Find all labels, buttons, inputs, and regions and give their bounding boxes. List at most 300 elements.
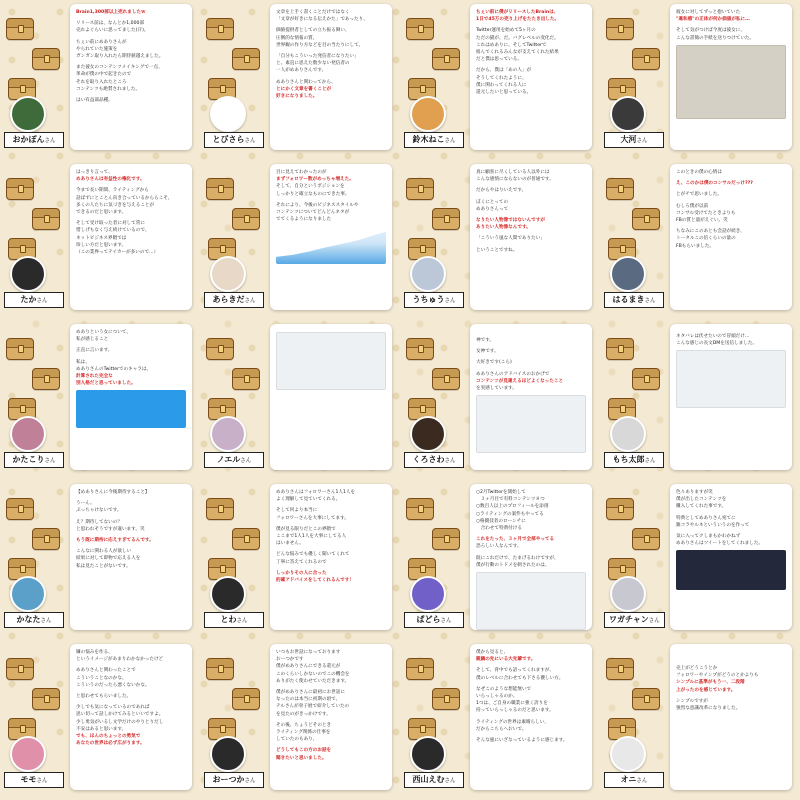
testimonial-line: 嫌の悩みを作る、: [76, 650, 113, 655]
testimonial-line: コンテンツが見違えるほどよくなったこと: [476, 378, 564, 384]
treasure-chest-icon: [632, 368, 660, 390]
testimonial-line: また彼女のコンテンツメイキングで一点、: [76, 65, 163, 71]
testimonial-line: 売上がどうこうとか: [676, 666, 718, 671]
honorific-suffix: さん: [444, 458, 456, 464]
testimonial-line: 不安はあると思います。: [76, 726, 127, 732]
treasure-chest-icon: [6, 658, 34, 680]
testimonial-line: 私が感じること: [76, 337, 109, 343]
author-name: たか: [20, 295, 37, 304]
embedded-screenshot: [676, 45, 786, 119]
author-name-tag: [4, 612, 64, 628]
avatar: [10, 256, 46, 292]
treasure-chest-icon: [432, 368, 460, 390]
treasure-chest-icon: [32, 48, 60, 70]
testimonial-line: 絡んでくれるみんなが支えてくれた結果: [476, 50, 559, 56]
treasure-chest-icon: [6, 18, 34, 40]
testimonial-line: だからこちらへおいで。: [476, 726, 527, 732]
author-name: 西山えむ: [412, 775, 445, 784]
testimonial-line: だから、僕は「あの人」が: [476, 68, 532, 74]
treasure-chest-icon: [632, 688, 660, 710]
testimonial-card: [270, 324, 392, 470]
honorific-suffix: さん: [44, 138, 56, 144]
testimonial-line: 僕がめありさんにできる還元が: [276, 664, 341, 670]
testimonial-line: と、素直に思えた数少ない発信者の: [276, 61, 350, 67]
testimonial-line: 目に見えてわかったのが: [276, 170, 327, 175]
treasure-chest-icon: [206, 338, 234, 360]
testimonial-cell: [400, 160, 600, 320]
treasure-chest-icon: [606, 18, 634, 40]
testimonial-line: Twitter運用を始めて5ヶ月の: [476, 28, 536, 34]
testimonial-card: [670, 644, 792, 790]
testimonial-line: （この業界ってテイカーが多いので…）: [76, 250, 159, 256]
testimonial-line: 恐ろしい人なんです。: [476, 544, 522, 550]
testimonial-line: そうしてくれたように、: [476, 75, 527, 81]
testimonial-line: おーつかです: [276, 657, 304, 663]
avatar: [410, 576, 446, 612]
treasure-chest-icon: [206, 18, 234, 40]
author-name: かなた: [16, 615, 41, 624]
testimonial-line: できるのだと思います。: [76, 210, 127, 216]
testimonial-line: テルさんが骨子展で紹介していたの: [276, 704, 350, 710]
honorific-suffix: さん: [636, 138, 648, 144]
testimonial-line: "違和感"の正体が何か価値が私に…: [676, 17, 750, 23]
honorific-suffix: さん: [444, 298, 456, 304]
testimonial-card: [670, 324, 792, 470]
honorific-suffix: さん: [644, 298, 656, 304]
author-name-tag: [204, 772, 264, 788]
testimonial-line: ということですね。: [476, 247, 518, 253]
author-name: あらきだ: [212, 295, 245, 304]
testimonial-line: よく理解して見ていてくれる。: [276, 497, 341, 503]
testimonial-line: 価値提供者としての立ち振る舞い、: [276, 28, 350, 34]
embedded-screenshot: [676, 550, 786, 590]
testimonial-card: [270, 484, 392, 630]
testimonial-cell: [400, 640, 600, 800]
testimonial-line: めありさんって: [476, 206, 509, 212]
embedded-screenshot: [676, 350, 786, 408]
testimonial-cell: [600, 0, 800, 160]
testimonial-line: ○数百人以上のプロフィールを添削: [476, 504, 549, 510]
testimonial-line: 少しでも気になっているのであれば: [76, 705, 150, 711]
testimonial-line: ライティング関係の仕事を: [276, 730, 331, 736]
treasure-chest-icon: [632, 528, 660, 550]
testimonial-card: [70, 644, 192, 790]
testimonial-line: 世界観の作り方などを目の当たりにして、: [276, 42, 364, 48]
testimonial-line: とにかく文章を書くことが: [276, 86, 332, 92]
testimonial-line: FBもらいました。: [676, 243, 714, 249]
honorific-suffix: さん: [644, 458, 656, 464]
author-name-tag: [204, 292, 264, 308]
avatar: [210, 96, 246, 132]
testimonial-cell: [200, 320, 400, 480]
testimonial-line: なぜこのような想能無いで: [476, 686, 532, 692]
avatar: [410, 416, 446, 452]
treasure-chest-icon: [232, 688, 260, 710]
honorific-suffix: さん: [44, 458, 56, 464]
testimonial-line: ぶっちゃけないです。: [76, 508, 122, 514]
testimonial-line: これはめありに、そしてTwitterで: [476, 42, 547, 48]
testimonial-line: とがチで思いました。: [676, 192, 722, 198]
testimonial-line: しっかりその人に合った: [276, 570, 327, 576]
testimonial-cell: [600, 640, 800, 800]
author-name-tag: [604, 772, 664, 788]
testimonial-line: やられていた施策を: [76, 46, 118, 52]
testimonial-line: 革命が僕の中で起きたので: [76, 72, 132, 78]
testimonial-line: なったのは本当に初期の頃で、: [276, 697, 341, 703]
testimonial-line: ちぇい前に僕がリリースしたBrainは、: [476, 10, 559, 15]
treasure-chest-icon: [32, 528, 60, 550]
testimonial-cell: [400, 480, 600, 640]
author-name-tag: [404, 132, 464, 148]
testimonial-line: 1日で45万の売り上げをたたき出した。: [476, 17, 560, 23]
testimonial-card: [670, 164, 792, 310]
testimonial-line: こんな感じの長文DMを送信しました。: [676, 341, 758, 347]
testimonial-line: 売れよぐらいに思ってました(汗)。: [76, 28, 149, 34]
testimonial-line: 1つは、ご自身の職業に強く誇りを: [476, 701, 548, 707]
honorific-suffix: さん: [648, 618, 660, 624]
testimonial-line: だと僕は思っている。: [476, 57, 522, 63]
treasure-chest-icon: [606, 338, 634, 360]
author-name-tag: [604, 612, 665, 628]
testimonial-line: 珍しい方だと思います。: [76, 242, 127, 248]
testimonial-line: 圧倒的な情報の質、: [276, 35, 318, 41]
honorific-suffix: さん: [244, 138, 256, 144]
testimonial-line: 大好きです(こら): [476, 360, 512, 366]
honorific-suffix: さん: [240, 458, 252, 464]
testimonial-card: [470, 484, 592, 630]
treasure-chest-icon: [606, 498, 634, 520]
author-name: 鈴木ねこ: [412, 135, 445, 144]
testimonial-line: こんな書簡の手紙を送りつけていた。: [676, 35, 755, 41]
author-name: うちゅう: [412, 295, 445, 304]
testimonial-line: めありさんと関わってから、: [276, 79, 336, 85]
testimonial-line: こういうことなのかな、: [76, 675, 127, 681]
testimonial-card: [70, 4, 192, 150]
treasure-chest-icon: [606, 658, 634, 680]
testimonial-line: はい有益部品種。: [76, 98, 113, 104]
author-name-tag: [204, 132, 264, 148]
treasure-chest-icon: [406, 498, 434, 520]
testimonial-line: え？期待してないの？: [76, 519, 122, 525]
treasure-chest-icon: [32, 368, 60, 390]
testimonial-cell: [400, 0, 600, 160]
testimonial-line: このくらいしかないのでこの機会を: [276, 671, 350, 677]
author-name-tag: [604, 132, 664, 148]
testimonial-line: ガンガン取り入れたら期待値越えました。: [76, 54, 164, 60]
avatar: [610, 416, 646, 452]
testimonial-line: 「自分もこういった発信者になりたい」: [276, 54, 359, 60]
testimonial-line: 僕から見ると、: [476, 650, 509, 655]
testimonial-line: はっきり言って、: [76, 170, 113, 175]
testimonial-line: こういうのだったら悪くないかな。: [76, 682, 150, 688]
testimonial-line: そして、自分というポジションを: [276, 184, 345, 190]
testimonial-line: それを取り入れたところ: [76, 79, 127, 85]
treasure-chest-icon: [632, 208, 660, 230]
testimonial-line: なりたい人物像ではないんですが: [476, 218, 545, 224]
testimonial-line: コンテンツも絶賛されました。: [76, 86, 141, 92]
testimonial-line: めありさんは有益性の権化です。: [76, 177, 145, 183]
treasure-chest-icon: [232, 368, 260, 390]
testimonial-line: めありさんはツイートをしてくれました。: [676, 541, 764, 547]
testimonial-line: その後、ちょうどそのとき: [276, 722, 332, 728]
testimonial-line: 聞きたいと思いました。: [276, 755, 327, 761]
testimonial-line: ただの猫が、だ。バグレベルの変化だ。: [476, 35, 559, 41]
testimonial-card: [470, 644, 592, 790]
testimonial-cell: [0, 160, 200, 320]
testimonial-line: ○ライティングの案件もやってる: [476, 511, 544, 517]
testimonial-line: ○格闘技者のローンチに: [476, 518, 526, 524]
treasure-chest-icon: [206, 498, 234, 520]
avatar: [610, 576, 646, 612]
honorific-suffix: さん: [244, 778, 256, 784]
testimonial-line: こんな感情にならないのが普通です。: [476, 177, 554, 183]
testimonial-card: [470, 164, 592, 310]
testimonial-line: 購入してくれた事です。: [676, 504, 727, 510]
testimonial-card: [470, 4, 592, 150]
testimonial-line: めありさんはフォロワーさん1人1人を: [276, 490, 356, 495]
embedded-screenshot: [476, 395, 586, 453]
treasure-chest-icon: [32, 208, 60, 230]
treasure-chest-icon: [6, 498, 34, 520]
testimonial-cell: [400, 320, 600, 480]
embedded-screenshot: [76, 390, 186, 428]
testimonial-line: トータルこの倍くらいの量の: [676, 236, 736, 242]
testimonial-line: ちなみにこのあとも会話が続き、: [676, 229, 745, 235]
testimonial-line: 僕のレベルに合わせても下さる優しい方。: [476, 675, 564, 681]
avatar: [10, 576, 46, 612]
testimonial-line: ３ヶ月目で有料コンテンツ８つ: [476, 497, 545, 503]
testimonial-cell: [0, 320, 200, 480]
testimonial-cell: [200, 160, 400, 320]
treasure-chest-icon: [232, 528, 260, 550]
honorific-suffix: さん: [444, 778, 456, 784]
testimonial-line: 別人格だと思っていました。: [76, 381, 136, 387]
embedded-screenshot: [276, 332, 386, 390]
testimonial-line: 【めありさんに今後期待すること】: [76, 490, 150, 495]
author-name-tag: [4, 292, 64, 308]
author-name: はるまき: [612, 295, 645, 304]
testimonial-line: シンプルに基準がもう一、二段階: [676, 680, 745, 686]
testimonial-card: [270, 164, 392, 310]
testimonial-line: ここまで1人1人を大事にしてる人: [276, 534, 347, 540]
testimonial-line: 丁寧に答えてくれるので: [276, 559, 327, 565]
testimonial-line: めありさんのTwitterでのキャラは、: [76, 366, 152, 372]
testimonial-line: 僕が出したコンテンツを: [676, 497, 727, 503]
testimonial-line: リリース前は、なんとか1,000部: [76, 21, 145, 27]
testimonial-line: 持っていらっしゃるのだと思います。: [476, 708, 554, 714]
testimonial-line: そんな風にいざなっているように感じます。: [476, 738, 568, 744]
testimonial-cell: [0, 0, 200, 160]
avatar: [10, 416, 46, 452]
testimonial-line: 彼女に対してずっと抱いていた: [676, 10, 741, 15]
testimonial-line: それにより、今後のビジネススタイルや: [276, 202, 359, 208]
testimonial-line: まずフォロワー数がめっちゃ増えた。: [276, 177, 354, 183]
testimonial-line: めありさんと関わったことで: [76, 668, 136, 674]
testimonial-line: でてくるようになりました: [276, 217, 332, 223]
testimonial-cell: [600, 480, 800, 640]
testimonial-line: 的確アドバイスをしてくれるんです！: [276, 578, 354, 584]
author-name-tag: [4, 772, 64, 788]
honorific-suffix: さん: [636, 778, 648, 784]
author-name: 大河: [620, 135, 637, 144]
testimonial-line: ありがたく使わせていただきます。: [276, 678, 350, 684]
testimonial-line: ライティングの世界は素晴らしい、: [476, 719, 549, 725]
testimonial-line: シンプルですが: [676, 698, 708, 704]
testimonial-line: あなたの世界は必ず広がります。: [76, 741, 145, 747]
author-name: モモ: [20, 775, 37, 784]
avatar: [210, 736, 246, 772]
testimonial-line: 好きになりました。: [276, 94, 318, 100]
testimonial-cell: [0, 480, 200, 640]
testimonial-line: と思われそうですが違います。笑: [76, 526, 145, 532]
honorific-suffix: さん: [36, 298, 48, 304]
treasure-chest-icon: [232, 48, 260, 70]
honorific-suffix: さん: [40, 618, 52, 624]
testimonial-line: フォロワーさんを大事にしてます。: [276, 515, 349, 521]
avatar: [210, 576, 246, 612]
testimonial-line: 正直に言います。: [76, 348, 113, 354]
avatar: [210, 256, 246, 292]
treasure-chest-icon: [6, 338, 34, 360]
testimonial-line: どうしてもこの方のお話を: [276, 748, 332, 754]
testimonial-line: Brain1,300部以上売れましたｗ: [76, 10, 146, 15]
treasure-chest-icon: [432, 208, 460, 230]
testimonial-cell: [0, 640, 200, 800]
testimonial-line: ありたい人物像なんです。: [476, 225, 531, 231]
author-name-tag: [404, 772, 464, 788]
testimonial-cell: [200, 0, 400, 160]
avatar: [610, 736, 646, 772]
author-name: もち太郎: [612, 455, 645, 464]
testimonial-cell: [600, 160, 800, 320]
testimonial-line: 気に入ってクしまもかわかねず: [676, 534, 741, 540]
testimonial-line: 還元したいと思っている。: [476, 90, 532, 96]
author-name-tag: [404, 612, 464, 628]
author-name: ワガチャン: [609, 615, 649, 624]
honorific-suffix: さん: [36, 778, 48, 784]
testimonial-line: うーん。: [76, 501, 95, 507]
testimonial-card: [70, 164, 192, 310]
testimonial-line: はいません。: [276, 541, 304, 547]
author-name-tag: [4, 452, 64, 468]
testimonial-card: [670, 4, 792, 150]
avatar: [210, 416, 246, 452]
testimonial-card: [470, 324, 592, 470]
testimonial-line: 神です。: [476, 338, 495, 343]
testimonial-line: ちぇい前にめありさんが: [76, 39, 127, 45]
testimonial-card: [70, 484, 192, 630]
treasure-chest-icon: [606, 178, 634, 200]
honorific-suffix: さん: [440, 618, 452, 624]
treasure-chest-icon: [432, 48, 460, 70]
testimonial-line: 「こういう風な人間でありたい」: [476, 236, 545, 242]
testimonial-line: していたのもあり、: [276, 737, 318, 743]
testimonial-line: でも、ほんのちょっとの勇気で: [76, 734, 141, 740]
author-name: かたこり: [12, 455, 45, 464]
testimonial-line: FBの質と量がえぐい。笑: [676, 218, 728, 224]
testimonial-line: 計算された完全な: [76, 374, 113, 380]
treasure-chest-icon: [432, 688, 460, 710]
testimonial-line: 惜しげもなく与え続けているので、: [76, 228, 150, 234]
embedded-screenshot: [276, 226, 386, 264]
testimonial-line: 僕がめありさんに最初にお世話に: [276, 690, 345, 696]
testimonial-line: 今まで長い期間、ライティングから: [76, 188, 149, 194]
treasure-chest-icon: [6, 178, 34, 200]
testimonial-line: 雑コラやルネといういうのを作って: [676, 522, 750, 528]
honorific-suffix: さん: [236, 618, 248, 624]
testimonial-line: 「文章が好きになる伝えかた」であったり、: [276, 17, 368, 23]
treasure-chest-icon: [32, 688, 60, 710]
avatar: [10, 96, 46, 132]
testimonial-cell: [600, 320, 800, 480]
avatar: [410, 256, 446, 292]
testimonial-line: 僕が行動のトドメを刺されたのは、: [476, 562, 550, 568]
testimonial-line: しっかりと確立なものにできた事。: [276, 191, 350, 197]
avatar: [410, 736, 446, 772]
treasure-chest-icon: [206, 178, 234, 200]
avatar: [610, 96, 646, 132]
author-name: ぱどら: [416, 615, 441, 624]
testimonial-line: めありさんのアドバイスのおかげで: [476, 371, 550, 377]
testimonial-line: そして、背中でも語ってくれますが、: [476, 668, 555, 674]
testimonial-line: というイメージがあまりわかなかったけど: [76, 657, 164, 663]
testimonial-card: [270, 4, 392, 150]
avatar: [410, 96, 446, 132]
author-name-tag: [4, 132, 64, 148]
testimonial-line: 僕に関わってくれる人に: [476, 82, 527, 88]
testimonial-line: コンサル受けてたときよりも: [676, 210, 736, 216]
testimonial-line: いつもお世話になっております: [276, 650, 341, 655]
avatar: [10, 736, 46, 772]
testimonial-line: ネットビジネス界隈では: [76, 235, 127, 241]
honorific-suffix: さん: [244, 298, 256, 304]
author-name: おーつか: [212, 775, 245, 784]
avatar: [610, 256, 646, 292]
testimonial-line: 私は、: [76, 359, 90, 365]
testimonial-line: ぼくにとっての: [476, 199, 509, 205]
author-name: くろさわ: [412, 455, 445, 464]
testimonial-card: [270, 644, 392, 790]
testimonial-line: 多くの人たちに気づきを与えることが: [76, 202, 155, 208]
testimonial-line: コンテンツについてどんどんネタが: [276, 210, 350, 216]
testimonial-line: いらっしゃるのか。: [476, 694, 518, 700]
testimonial-line: 僕が見る限りだとこの界隈で: [276, 526, 336, 532]
testimonial-line: 一人がめありさんです。: [276, 68, 327, 74]
author-name: ノエル: [216, 455, 241, 464]
testimonial-line: 真に顧客に尽くしている人以外には: [476, 170, 550, 175]
testimonial-line: 結果に対して即物で応える人を: [76, 556, 141, 562]
treasure-chest-icon: [206, 658, 234, 680]
testimonial-line: え、このかは僕のコンサルだっけ???: [676, 181, 753, 187]
testimonial-line: と思わせてもらいました。: [76, 694, 132, 700]
embedded-screenshot: [476, 572, 586, 630]
testimonial-line: を見たのがきっかけです。: [276, 711, 331, 717]
treasure-chest-icon: [406, 178, 434, 200]
testimonial-line: 上がったのを感じています。: [676, 687, 736, 693]
testimonial-line: どんな悩みでも優しく聞いてくれて: [276, 552, 350, 558]
testimonial-line: 強烈な意識改革になりました。: [676, 706, 741, 712]
testimonial-line: 話ばずにとことん向き合っているかららこそ、: [76, 195, 173, 201]
author-name: とわ: [220, 615, 237, 624]
author-name: オニ: [620, 775, 637, 784]
testimonial-line: 特典としてめありさん宛てに: [676, 515, 736, 521]
testimonial-line: だからやはりいえです。: [476, 188, 527, 194]
author-name-tag: [604, 452, 664, 468]
author-name-tag: [604, 292, 664, 308]
testimonial-line: そして何より本当に: [276, 508, 318, 514]
testimonial-line: を実感しています。: [476, 386, 517, 392]
testimonial-line: 色々ありますが笑: [676, 490, 713, 495]
